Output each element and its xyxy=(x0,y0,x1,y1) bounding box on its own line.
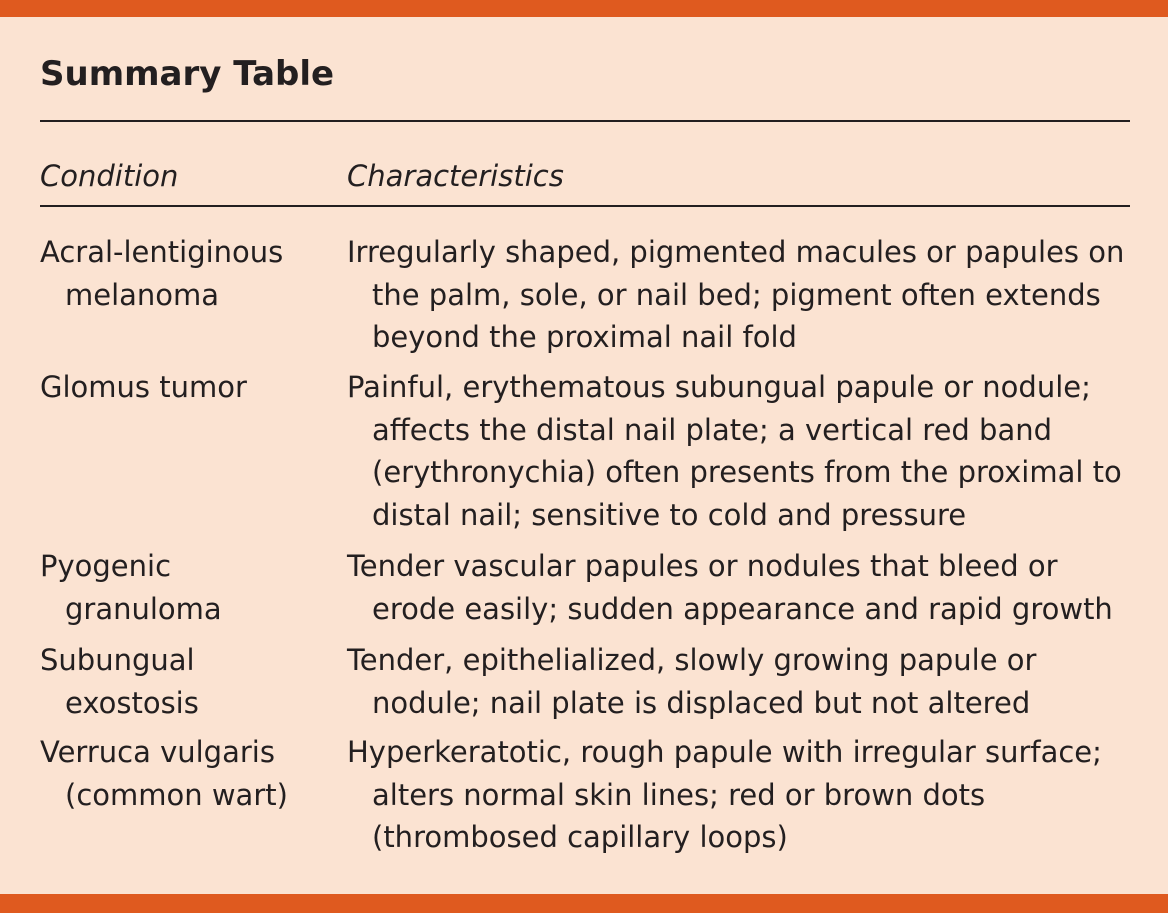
top-accent-bar xyxy=(0,0,1168,17)
bottom-accent-bar xyxy=(0,894,1168,913)
condition-cell: Acral-lentiginous melanoma xyxy=(40,235,284,312)
characteristics-cell: Irregularly shaped, pigmented macules or papules on the palm, sole, or nail bed; pigment often extends beyond the proximal nail fold xyxy=(347,235,1125,354)
column-header-condition: Condition xyxy=(40,159,179,193)
characteristics-cell: Tender vascular papules or nodules that bleed or erode easily; sudden appearance and rapid growth xyxy=(347,549,1113,626)
column-header-characteristics: Characteristics xyxy=(347,159,564,193)
characteristics-cell: Hyperkeratotic, rough papule with irregular surface; alters normal skin lines; red or brown dots (thrombosed capillary loops) xyxy=(347,735,1102,854)
title-divider xyxy=(40,120,1130,122)
condition-cell: Verruca vulgaris (common wart) xyxy=(40,735,288,812)
table-title: Summary Table xyxy=(40,54,335,94)
condition-cell: Subungual exostosis xyxy=(40,643,199,720)
condition-cell: Pyogenic granuloma xyxy=(40,549,222,626)
header-divider xyxy=(40,205,1130,207)
characteristics-cell: Tender, epithelialized, slowly growing papule or nodule; nail plate is displaced but not altered xyxy=(347,643,1037,720)
characteristics-cell: Painful, erythematous subungual papule or nodule; affects the distal nail plate; a vertical red band (erythronychia) often presents from the proximal to distal nail; sensitive to cold and pressure xyxy=(347,370,1122,532)
condition-cell: Glomus tumor xyxy=(40,370,247,404)
